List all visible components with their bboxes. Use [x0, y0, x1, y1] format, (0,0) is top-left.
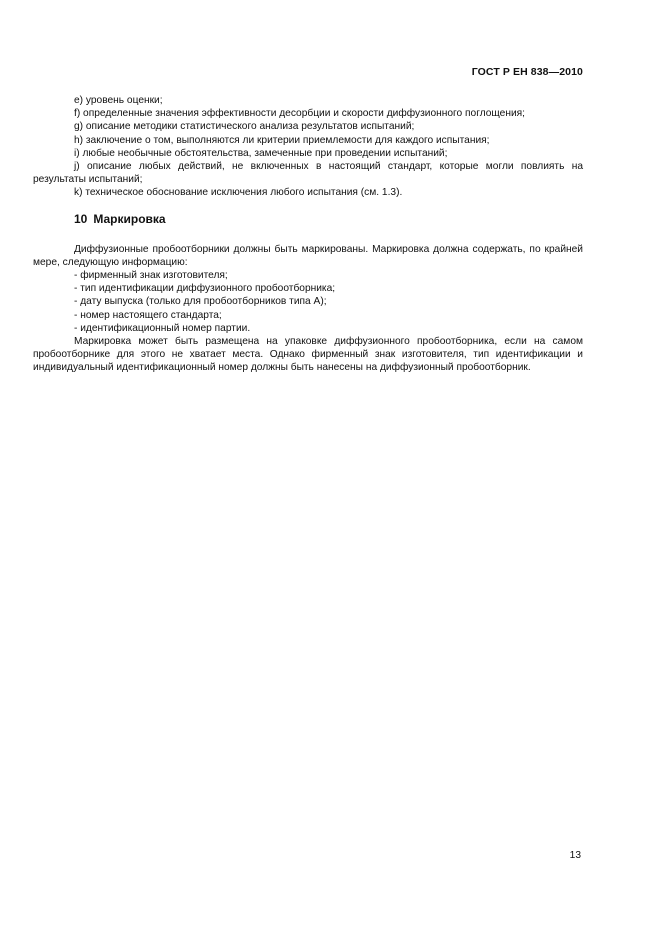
marking-item: - номер настоящего стандарта;	[74, 309, 222, 321]
marking-item: - идентификационный номер партии.	[74, 322, 251, 334]
list-item-i: i) любые необычные обстоятельства, замеченные при проведении испытаний;	[74, 147, 448, 159]
page-number: 13	[569, 850, 581, 861]
section-number: 10	[74, 211, 88, 226]
marking-item: - фирменный знак изготовителя;	[74, 270, 228, 282]
section-title: Маркировка	[93, 211, 166, 226]
list-item-g: g) описание методики статистического анализа результатов испытаний;	[74, 121, 415, 133]
list-item-f: f) определенные значения эффективности десорбции и скорости диффузионного поглощения;	[74, 108, 526, 120]
section-heading	[74, 212, 583, 227]
document-id-header: ГОСТ Р ЕН 838—2010	[471, 66, 583, 78]
page-content	[33, 94, 583, 375]
section-intro-paragraph: Диффузионные пробоотборники должны быть маркированы. Маркировка должна содержать, по крайней мере, следующую информацию:	[33, 243, 583, 268]
list-item-j: j) описание любых действий, не включенных в настоящий стандарт, которые могли повлиять на результаты испытаний;	[33, 161, 583, 186]
marking-item: - дату выпуска (только для пробоотборников типа А);	[74, 296, 327, 308]
list-item-h: h) заключение о том, выполняются ли критерии приемлемости для каждого испытания;	[74, 134, 490, 146]
section-closing-paragraph: Маркировка может быть размещена на упаковке диффузионного пробоотборника, если на самом пробоотборнике для этого не хватает места. Однако фирменный знак изготовителя, тип идентификации и индивидуальный идентификационный номер должны быть нанесены на диффузионный пробоотборник.	[33, 336, 583, 374]
list-item-k: k) техническое обоснование исключения любого испытания (см. 1.3).	[74, 187, 403, 199]
list-item-e: е) уровень оценки;	[74, 95, 163, 106]
marking-item: - тип идентификации диффузионного пробоотборника;	[74, 283, 336, 295]
